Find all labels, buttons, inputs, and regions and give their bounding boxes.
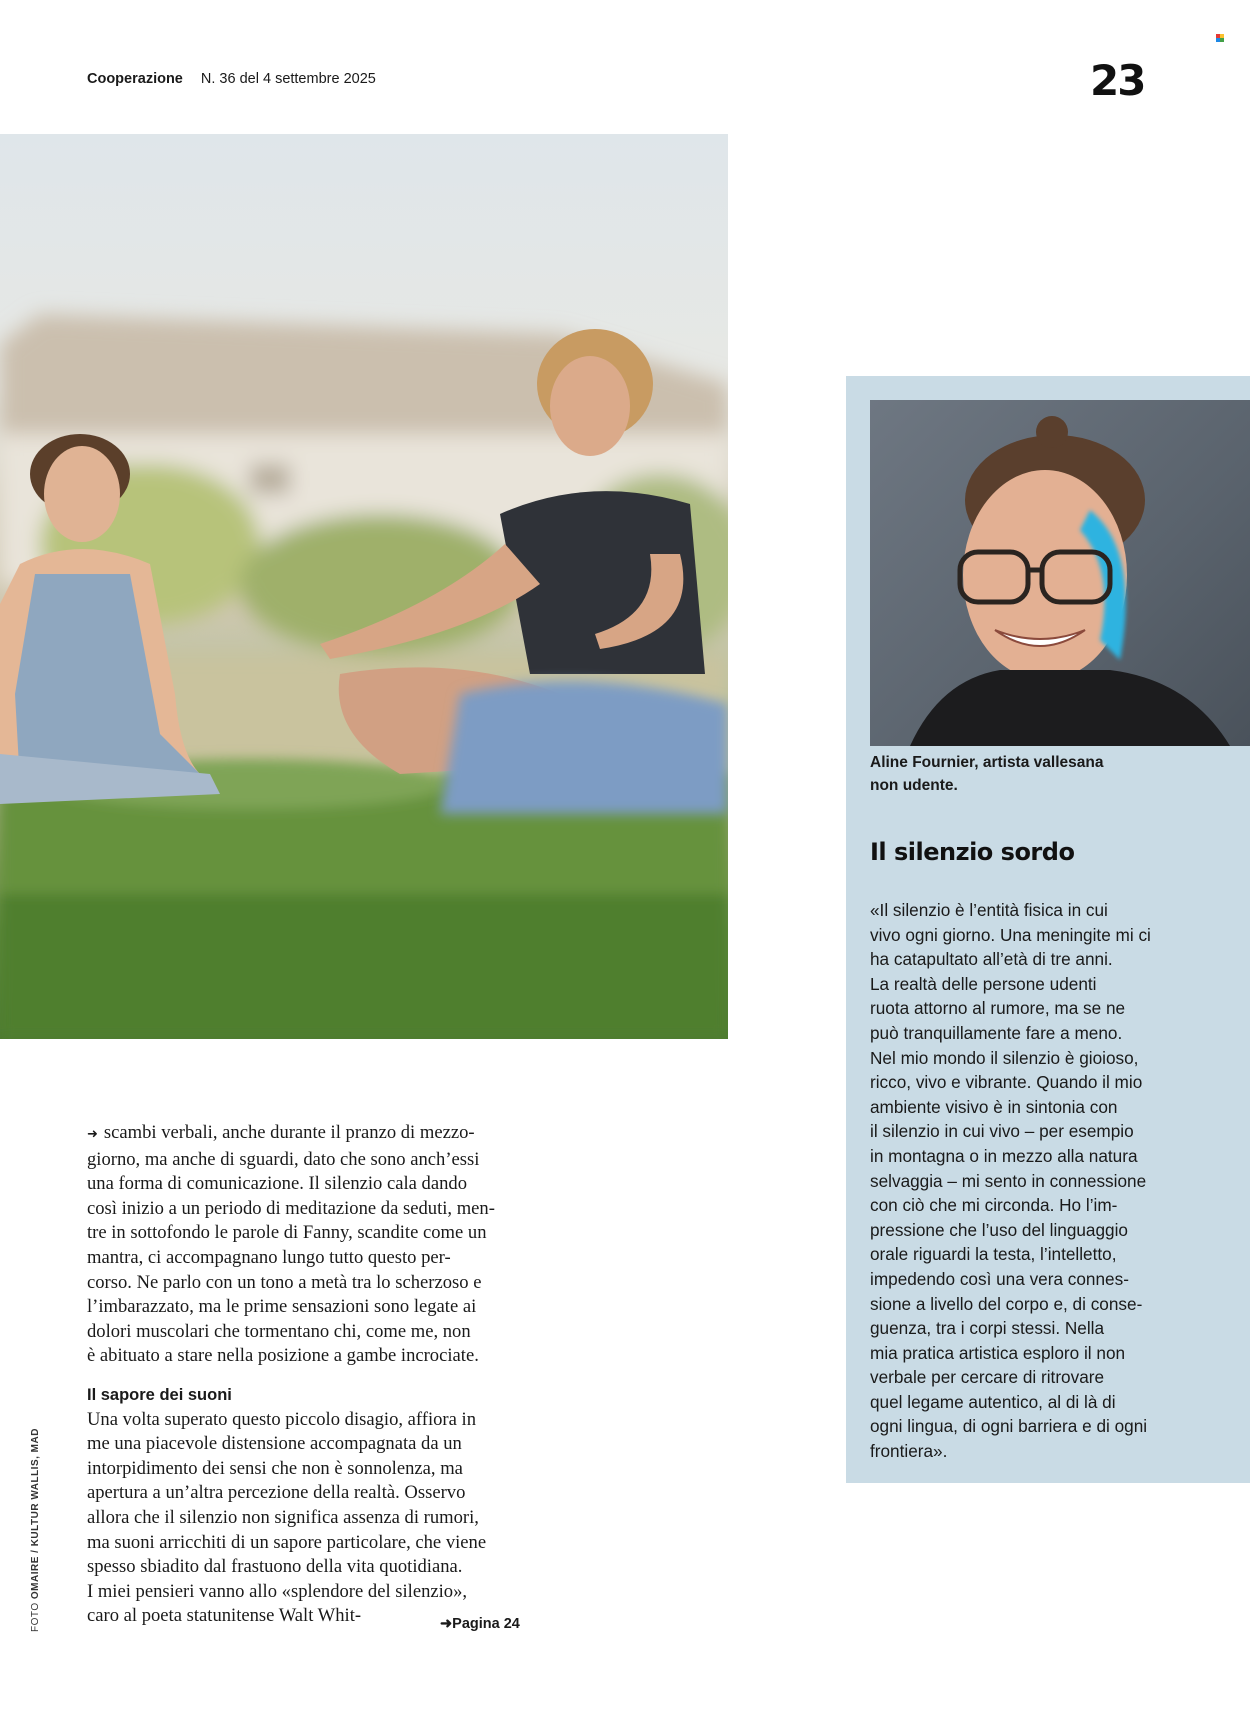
article-line: corso. Ne parlo con un tono a metà tra lo scherzoso e — [87, 1271, 482, 1293]
page-number: 23 — [1090, 56, 1145, 105]
article-line: caro al poeta statunitense Walt Whit- — [87, 1605, 362, 1627]
article-body — [87, 1121, 527, 1629]
meditation-photo — [0, 134, 728, 1039]
article-line: dolori muscolari che tormentano chi, come me, non — [87, 1320, 471, 1342]
sidebar-quote — [870, 898, 1200, 1464]
credit-names: OMAIRE / KULTUR WALLIS, MAD — [30, 1428, 41, 1600]
quote-line: guenza, tra i corpi stessi. Nella — [870, 1318, 1105, 1339]
quote-line: orale riguardi la testa, l’intelletto, — [870, 1244, 1117, 1265]
sidebar-title: Il silenzio sordo — [870, 838, 1075, 866]
article-line: così inizio a un periodo di meditazione da seduti, men- — [87, 1197, 495, 1219]
quote-line: «Il silenzio è l’entità fisica in cui — [870, 900, 1108, 920]
article-line: I miei pensieri vanno allo «splendore del silenzio», — [87, 1580, 468, 1602]
quote-line: impedendo così una vera connes- — [870, 1268, 1129, 1289]
issue-info: N. 36 del 4 settembre 2025 — [200, 71, 376, 87]
publication-name: Cooperazione — [87, 71, 183, 87]
quote-line: ruota attorno al rumore, ma se ne — [870, 998, 1126, 1019]
quote-line: il silenzio in cui vivo – per esempio — [870, 1121, 1134, 1142]
portrait-photo — [870, 400, 1250, 746]
quote-line: può tranquillamente fare a meno. — [870, 1022, 1123, 1043]
article-line: intorpidimento dei sensi che non è sonnolenza, ma — [87, 1457, 463, 1479]
registration-mark-icon — [1216, 34, 1224, 42]
quote-line: ambiente visivo è in sintonia con — [870, 1096, 1118, 1117]
article-line: allora che il silenzio non significa assenza di rumori, — [87, 1506, 479, 1528]
quote-line: sione a livello del corpo e, di conse- — [870, 1293, 1143, 1314]
caption-line: non udente. — [870, 777, 958, 794]
article-line: una forma di comunicazione. Il silenzio cala dando — [87, 1173, 467, 1195]
quote-line: ha catapultato all’età di tre anni. — [870, 949, 1113, 970]
article-line: Una volta superato questo piccolo disagio, affiora in — [87, 1408, 476, 1430]
article-line: apertura a un’altra percezione della realtà. Osservo — [87, 1482, 466, 1504]
quote-line: pressione che l’uso del linguaggio — [870, 1219, 1128, 1240]
quote-line: Nel mio mondo il silenzio è gioioso, — [870, 1047, 1139, 1068]
article-line: me una piacevole distensione accompagnata da un — [87, 1433, 462, 1455]
caption-line: Aline Fournier, artista vallesana — [870, 754, 1104, 771]
article-line: è abituato a stare nella posizione a gambe incrociate. — [87, 1345, 479, 1367]
quote-line: ricco, vivo e vibrante. Quando il mio — [870, 1072, 1143, 1093]
quote-line: vivo ogni giorno. Una meningite mi ci — [870, 924, 1151, 945]
article-line: tre in sottofondo le parole di Fanny, scandite come un — [87, 1222, 487, 1244]
arrow-right-icon: ➜ — [87, 1127, 98, 1142]
article-line: mantra, ci accompagnano lungo tutto questo per- — [87, 1246, 451, 1268]
continued-on-page-link[interactable]: ➜Pagina 24 — [440, 1616, 520, 1632]
quote-line: La realtà delle persone udenti — [870, 973, 1097, 994]
quote-line: ogni lingua, di ogni barriera e di ogni — [870, 1416, 1148, 1437]
quote-line: selvaggia – mi sento in connessione — [870, 1170, 1147, 1191]
quote-line: frontiera». — [870, 1441, 948, 1462]
quote-line: con ciò che mi circonda. Ho l’im- — [870, 1195, 1118, 1216]
publication-header — [87, 71, 376, 87]
credit-label: FOTO — [30, 1599, 41, 1632]
photo-credit — [30, 1428, 41, 1632]
article-line: l’imbarazzato, ma le prime sensazioni sono legate ai — [87, 1296, 477, 1318]
quote-line: mia pratica artistica esploro il non — [870, 1342, 1126, 1363]
portrait-caption — [870, 751, 1170, 797]
quote-line: verbale per cercare di ritrovare — [870, 1367, 1105, 1388]
article-subhead: Il sapore dei suoni — [87, 1385, 232, 1404]
quote-line: quel legame autentico, al di là di — [870, 1391, 1116, 1412]
article-line: ➜ scambi verbali, anche durante il pranzo di mezzo- — [87, 1122, 475, 1143]
article-line: spesso sbiadito dal frastuono della vita quotidiana. — [87, 1556, 463, 1578]
article-line: ma suoni arricchiti di un sapore particolare, che viene — [87, 1531, 487, 1553]
article-line: giorno, ma anche di sguardi, dato che sono anch’essi — [87, 1148, 480, 1170]
quote-line: in montagna o in mezzo alla natura — [870, 1145, 1138, 1166]
